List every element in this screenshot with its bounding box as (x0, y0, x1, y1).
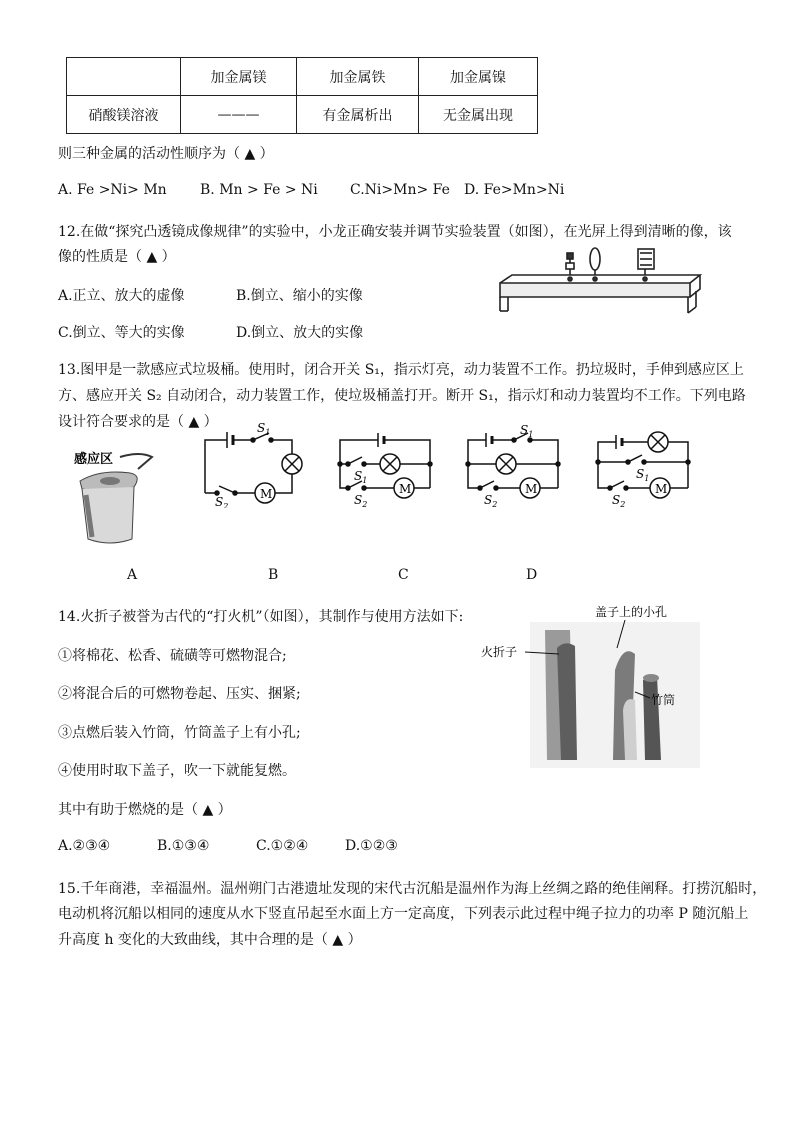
q14-step-1: ①将棉花、松香、硫磺等可燃物混合; (58, 648, 287, 664)
q14-stem-line1: 14.火折子被誉为古代的“打火机”（如图），其制作与使用方法如下: (58, 609, 464, 625)
q14-step-3: ③点燃后装入竹筒，竹筒盖子上有小孔; (58, 725, 301, 741)
circuit-label-a: A (127, 567, 138, 583)
circuit-label-c: C (398, 567, 409, 583)
switch-s2-label: $S_2$ (215, 495, 229, 508)
solution-table (66, 57, 538, 134)
q12-option-a: A.正立、放大的虚像 (58, 288, 185, 304)
circuit-b (330, 430, 440, 510)
circuit-c (458, 422, 568, 507)
table-cell: ——— (181, 96, 297, 134)
photo-label-hole: 盖子上的小孔 (595, 605, 668, 619)
switch-s1-label: $S_1$ (520, 423, 534, 439)
table-cell: 有金属析出 (297, 96, 419, 134)
circuit-d (588, 426, 698, 511)
q13-stem-line1: 13.图甲是一款感应式垃圾桶。使用时，闭合开关 S₁，指示灯亮，动力装置不工作。扔垃圾时，手伸到感应区上 (58, 362, 744, 378)
q11-option-b: B. Mn > Fe > Ni (200, 182, 318, 198)
q14-stem-question: 其中有助于燃烧的是（ ▲ ） (58, 802, 232, 818)
q11-stem: 则三种金属的活动性顺序为（ ▲ ） (58, 146, 274, 162)
motor-label: M (399, 482, 412, 496)
table-header-cell (67, 58, 181, 96)
optical-bench-figure (490, 245, 720, 320)
switch-s2-label: $S_2$ (484, 493, 498, 507)
switch-s1-label: $S_1$ (354, 469, 368, 485)
q11-option-d: D. Fe>Mn>Ni (464, 182, 565, 198)
q11-option-a: A. Fe >Ni> Mn (58, 182, 167, 198)
q14-step-2: ②将混合后的可燃物卷起、压实、捆紧; (58, 686, 301, 702)
q12-stem-line2: 像的性质是（ ▲ ） (58, 249, 176, 265)
table-header-cell: 加金属镁 (181, 58, 297, 96)
motor-label: M (525, 482, 538, 496)
switch-s1-label: $S_1$ (636, 467, 650, 483)
circuit-label-b: B (268, 567, 279, 583)
table-cell: 无金属出现 (419, 96, 538, 134)
q15-stem-line1: 15.千年商港，幸福温州。温州朔门古港遗址发现的宋代古沉船是温州作为海上丝绸之路的绝佳阐释。打捞沉船时， (58, 881, 767, 897)
q13-stem-line2: 方、感应开关 S₂ 自动闭合，动力装置工作，使垃圾桶盖打开。断开 S₁，指示灯和动力装置均不工作。下列电路 (58, 388, 746, 404)
q14-option-a: A.②③④ (58, 838, 111, 854)
table-header-cell: 加金属铁 (297, 58, 419, 96)
q14-option-d: D.①②③ (345, 838, 398, 854)
photo-label-bamboo-tube: 竹筒 (651, 693, 676, 707)
motor-label: M (260, 487, 273, 501)
q12-option-d: D.倒立、放大的实像 (236, 325, 364, 341)
q11-option-c: C.Ni>Mn> Fe (350, 182, 450, 198)
switch-s1-label: $S_1$ (257, 421, 271, 437)
q15-stem-line2: 电动机将沉船以相同的速度从水下竖直吊起至水面上方一定高度，下列表示此过程中绳子拉力的功率 P 随沉船上 (58, 906, 749, 922)
q13-stem-line3: 设计符合要求的是（ ▲ ） (58, 414, 218, 430)
bin-label: 感应区 (74, 452, 114, 467)
switch-s2-label: $S_2$ (354, 493, 368, 509)
sensor-trash-bin-figure (60, 443, 170, 548)
q12-option-c: C.倒立、等大的实像 (58, 325, 185, 341)
q15-stem-line3: 升高度 h 变化的大致曲线，其中合理的是（ ▲ ） (58, 932, 362, 948)
q12-stem-line1: 12.在做“探究凸透镜成像规律”的实验中，小龙正确安装并调节实验装置（如图），在光屏上得到清晰的像，该 (58, 224, 732, 240)
q12-option-b: B.倒立、缩小的实像 (236, 288, 363, 304)
q14-option-b: B.①③④ (157, 838, 210, 854)
q14-step-4: ④使用时取下盖子，吹一下就能复燃。 (58, 763, 296, 779)
circuit-label-d: D (526, 567, 538, 583)
table-header-cell: 加金属镍 (419, 58, 538, 96)
photo-label-fire-starter: 火折子 (481, 645, 518, 659)
motor-label: M (655, 482, 668, 496)
table-cell: 硝酸镁溶液 (67, 96, 181, 134)
switch-s2-label: $S_2$ (612, 493, 626, 509)
fire-starter-photo (475, 600, 715, 770)
q14-option-c: C.①②④ (256, 838, 309, 854)
circuit-a (195, 418, 305, 508)
